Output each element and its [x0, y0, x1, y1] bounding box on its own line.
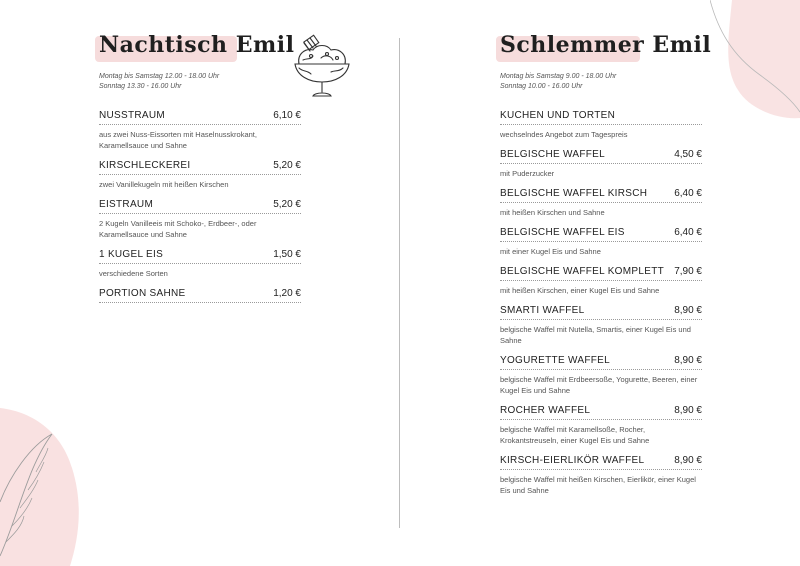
item-name: KUCHEN UND TORTEN	[500, 110, 616, 121]
item-price: 5,20 €	[273, 160, 301, 171]
menu-item	[99, 288, 301, 303]
item-price: 4,50 €	[674, 149, 702, 160]
menu-item	[500, 149, 702, 179]
item-price: 1,20 €	[273, 288, 301, 299]
item-name: KIRSCH-EIERLIKÖR WAFFEL	[500, 455, 645, 466]
item-name: PORTION SAHNE	[99, 288, 186, 299]
item-description: mit einer Kugel Eis und Sahne	[500, 247, 601, 256]
item-description: belgische Waffel mit Erdbeersoße, Yogurette, Beeren, einer Kugel Eis und Sahne	[500, 375, 698, 395]
menu-item	[500, 355, 702, 396]
menu-column-schlemmer	[500, 28, 712, 505]
item-price: 6,40 €	[674, 188, 702, 199]
item-price: 8,90 €	[674, 305, 702, 316]
menu-column-nachtisch	[99, 28, 301, 312]
opening-hours: Montag bis Samstag 9.00 - 18.00 Uhr Sonntag 10.00 - 16.00 Uhr	[500, 73, 617, 90]
menu-item	[500, 227, 702, 257]
menu-item	[500, 455, 702, 496]
opening-hours: Montag bis Samstag 12.00 - 18.00 Uhr Sonntag 13.30 - 16.00 Uhr	[99, 73, 220, 90]
item-name: BELGISCHE WAFFEL KOMPLETT	[500, 266, 665, 277]
section-title: Schlemmer Emil	[500, 32, 712, 58]
item-description: 2 Kugeln Vanilleeis mit Schoko-, Erdbeer-, oder Karamellsauce und Sahne	[99, 219, 257, 239]
item-description: wechselndes Angebot zum Tagespreis	[500, 130, 628, 139]
menu-item	[99, 160, 301, 190]
item-price: 8,90 €	[674, 455, 702, 466]
column-divider	[399, 38, 400, 528]
item-description: mit heißen Kirschen und Sahne	[500, 208, 605, 217]
item-name: SMARTI WAFFEL	[500, 305, 585, 316]
item-name: YOGURETTE WAFFEL	[500, 355, 610, 366]
menu-item	[500, 188, 702, 218]
item-price: 6,40 €	[674, 227, 702, 238]
item-price: 8,90 €	[674, 355, 702, 366]
item-name: BELGISCHE WAFFEL EIS	[500, 227, 625, 238]
section-title: Nachtisch Emil	[99, 32, 295, 58]
menu-item	[500, 305, 702, 346]
menu-item	[99, 199, 301, 240]
item-price: 8,90 €	[674, 405, 702, 416]
item-description: belgische Waffel mit Nutella, Smartis, einer Kugel Eis und Sahne	[500, 325, 691, 345]
item-name: BELGISCHE WAFFEL KIRSCH	[500, 188, 648, 199]
item-price: 1,50 €	[273, 249, 301, 260]
item-description: mit Puderzucker	[500, 169, 555, 178]
top-right-pink-blob	[710, 0, 800, 120]
item-name: NUSSTRAUM	[99, 110, 166, 121]
item-name: BELGISCHE WAFFEL	[500, 149, 606, 160]
item-price: 6,10 €	[273, 110, 301, 121]
item-description: verschiedene Sorten	[99, 269, 168, 278]
item-description: belgische Waffel mit heißen Kirschen, Eierlikör, einer Kugel Eis und Sahne	[500, 475, 696, 495]
menu-item	[99, 249, 301, 279]
leaf-decoration-icon	[0, 406, 90, 566]
item-name: EISTRAUM	[99, 199, 154, 210]
item-description: aus zwei Nuss-Eissorten mit Haselnusskrokant, Karamellsauce und Sahne	[99, 130, 257, 150]
item-description: mit heißen Kirschen, einer Kugel Eis und Sahne	[500, 286, 660, 295]
menu-item	[500, 110, 702, 140]
item-description: zwei Vanillekugeln mit heißen Kirschen	[99, 180, 229, 189]
menu-item	[99, 110, 301, 151]
item-name: 1 KUGEL EIS	[99, 249, 164, 260]
item-price: 7,90 €	[674, 266, 702, 277]
menu-item	[500, 405, 702, 446]
item-price: 5,20 €	[273, 199, 301, 210]
item-name: ROCHER WAFFEL	[500, 405, 591, 416]
menu-item	[500, 266, 702, 296]
item-name: KIRSCHLECKEREI	[99, 160, 191, 171]
item-description: belgische Waffel mit Karamellsoße, Rocher, Krokantstreuseln, einer Kugel Eis und Sahne	[500, 425, 650, 445]
